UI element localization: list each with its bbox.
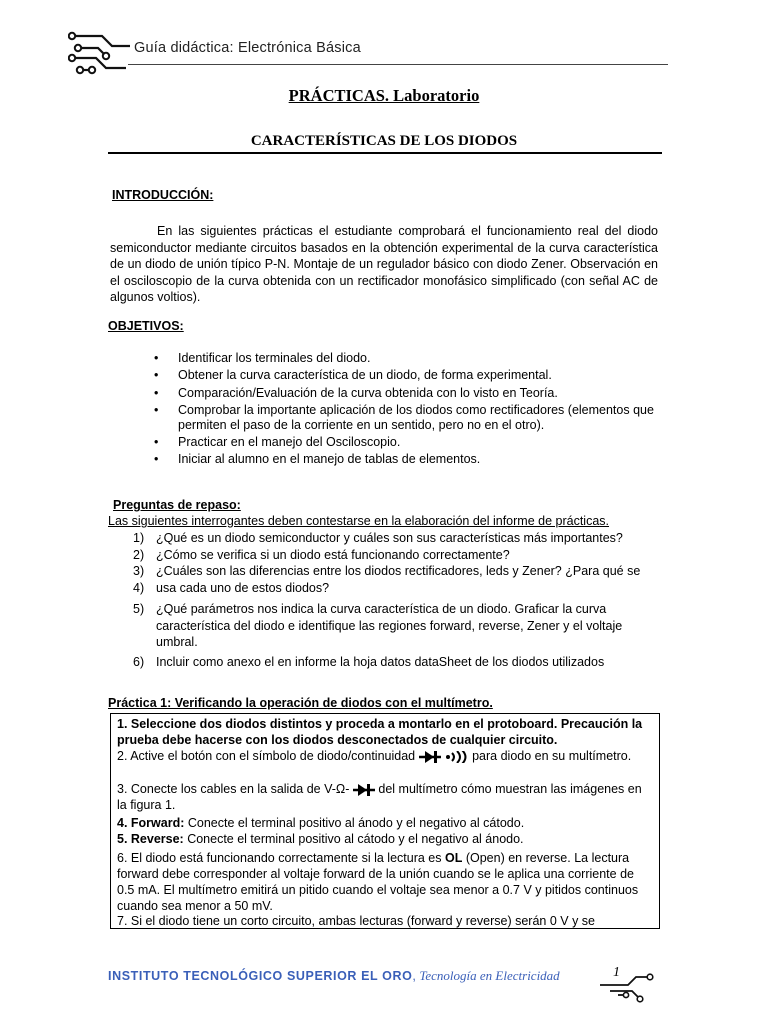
diode-icon — [353, 784, 375, 796]
page-subtitle: CARACTERÍSTICAS DE LOS DIODOS — [250, 133, 518, 149]
step-5-text: Conecte el terminal positivo al cátodo y el negativo al ánodo. — [187, 832, 524, 846]
step-6-text-a: 6. El diodo está funcionando correctamente si la lectura es — [117, 851, 442, 865]
step-3 — [117, 781, 647, 813]
step-6-ol: OL — [444, 851, 463, 865]
diode-continuity-icon — [419, 751, 469, 763]
footer-tagline: Tecnología en Electricidad — [419, 968, 560, 983]
list-item — [126, 601, 661, 651]
list-item: • Comprobar la importante aplicación de los diodos como rectificadores (elementos que permiten el paso de la corriente en un sentido, pero no en el otro). — [152, 403, 662, 432]
question-text: ¿Qué parámetros nos indica la curva característica de un diodo. Graficar la curva característica del diodo e identifique las regiones forward, reverse, Zener y el voltaje umbral. — [156, 602, 623, 649]
question-number: 1) — [133, 531, 145, 545]
header-divider — [128, 64, 668, 65]
step-7: 7. Si el diodo tiene un corto circuito, ambas lecturas (forward y reverse) serán 0 V y se — [117, 914, 595, 928]
page-footer — [108, 965, 668, 1005]
list-item: • Comparación/Evaluación de la curva obtenida con lo visto en Teoría. — [152, 386, 662, 401]
practice1-steps-box — [110, 713, 660, 929]
list-item: • Obtener la curva característica de un diodo, de forma experimental. — [152, 368, 662, 383]
step-4-label: 4. Forward: — [117, 816, 185, 830]
question-number: 3) — [133, 564, 145, 578]
list-item — [126, 654, 661, 671]
list-item: • Identificar los terminales del diodo. — [152, 351, 662, 366]
intro-heading: INTRODUCCIÓN: — [112, 188, 214, 202]
step-5 — [117, 831, 647, 847]
question-text: ¿Qué es un diodo semiconductor y cuáles son sus características más importantes? — [156, 531, 623, 545]
review-heading: Preguntas de repaso: — [113, 498, 241, 512]
question-number: 2) — [133, 547, 145, 562]
intro-paragraph: En las siguientes prácticas el estudiante comprobará el funcionamiento real del diodo semiconductor mediante circuitos basados en la obtención experimental de la curva característica de un diodo de unión típico P-N. Montaje de un regulador básico con diodo Zener. Observación en el osciloscopio de la curva obtenida con un rectificador monofásico simplificado (con señal AC de algunos voltios). — [110, 224, 658, 304]
page-title: PRÁCTICAS. Laboratorio — [288, 86, 480, 105]
title-divider — [108, 152, 662, 154]
step-4 — [117, 815, 647, 831]
objectives-heading: OBJETIVOS: — [108, 319, 184, 333]
footer-text — [108, 968, 560, 984]
step-3-text-b: del multímetro cómo muestran las imágenes en la figura 1. — [117, 782, 642, 812]
step-2 — [117, 748, 647, 764]
question-text: usa cada uno de estos diodos? — [156, 580, 330, 595]
question-text: ¿Cómo se verifica si un diodo está funcionando correctamente? — [156, 547, 510, 562]
list-item — [126, 530, 661, 547]
practice1-heading: Práctica 1: Verificando la operación de diodos con el multímetro. — [108, 696, 493, 710]
step-2-text-b: para diodo en su multímetro. — [472, 749, 632, 763]
list-item — [126, 580, 661, 597]
page-number: 1 — [613, 965, 620, 980]
question-text: ¿Cuáles son las diferencias entre los diodos rectificadores, leds y Zener? ¿Para qué se — [156, 564, 641, 578]
step-1: 1. Seleccione dos diodos distintos y proceda a montarlo en el protoboard. Precaución la prueba debe hacerse con los diodos desconectados de cualquier circuito. — [117, 717, 643, 747]
step-3-text-a: 3. Conecte los cables en la salida de V-Ω- — [117, 782, 350, 796]
question-number: 5) — [133, 602, 145, 616]
question-text: Incluir como anexo el en informe la hoja datos dataSheet de los diodos utilizados — [156, 654, 605, 669]
list-item: • Practicar en el manejo del Osciloscopio. — [152, 435, 662, 450]
header-title: Guía didáctica: Electrónica Básica — [134, 40, 361, 56]
step-4-text: Conecte el terminal positivo al ánodo y el negativo al cátodo. — [187, 816, 525, 830]
list-item — [126, 563, 661, 580]
list-item: • Iniciar al alumno en el manejo de tablas de elementos. — [152, 452, 662, 467]
footer-separator: , — [412, 969, 420, 983]
step-6 — [117, 850, 647, 914]
question-number: 6) — [133, 654, 145, 669]
review-intro: Las siguientes interrogantes deben contestarse en la elaboración del informe de prácticas. — [108, 514, 610, 528]
step-6-text-c: (Open) en reverse. La lectura forward debe corresponder al voltaje forward de la unión cuando se le aplica una corriente de 0.5 mA. El multímetro emitirá un pitido cuando el voltaje sea menor a 0.7 V y pitidos continuos cuando sea menor a 50 mV. — [117, 851, 639, 913]
step-5-label: 5. Reverse: — [117, 832, 184, 846]
question-number: 4) — [133, 580, 145, 595]
step-2-text-a: 2. Active el botón con el símbolo de diodo/continuidad — [117, 749, 416, 763]
review-questions-list — [126, 530, 661, 670]
list-item — [126, 547, 661, 564]
objectives-list — [152, 351, 662, 470]
footer-institution: INSTITUTO TECNOLÓGICO SUPERIOR EL ORO — [108, 969, 413, 983]
circuit-logo-icon — [68, 28, 130, 78]
page-header — [68, 28, 668, 78]
circuit-logo-icon — [598, 965, 660, 1005]
